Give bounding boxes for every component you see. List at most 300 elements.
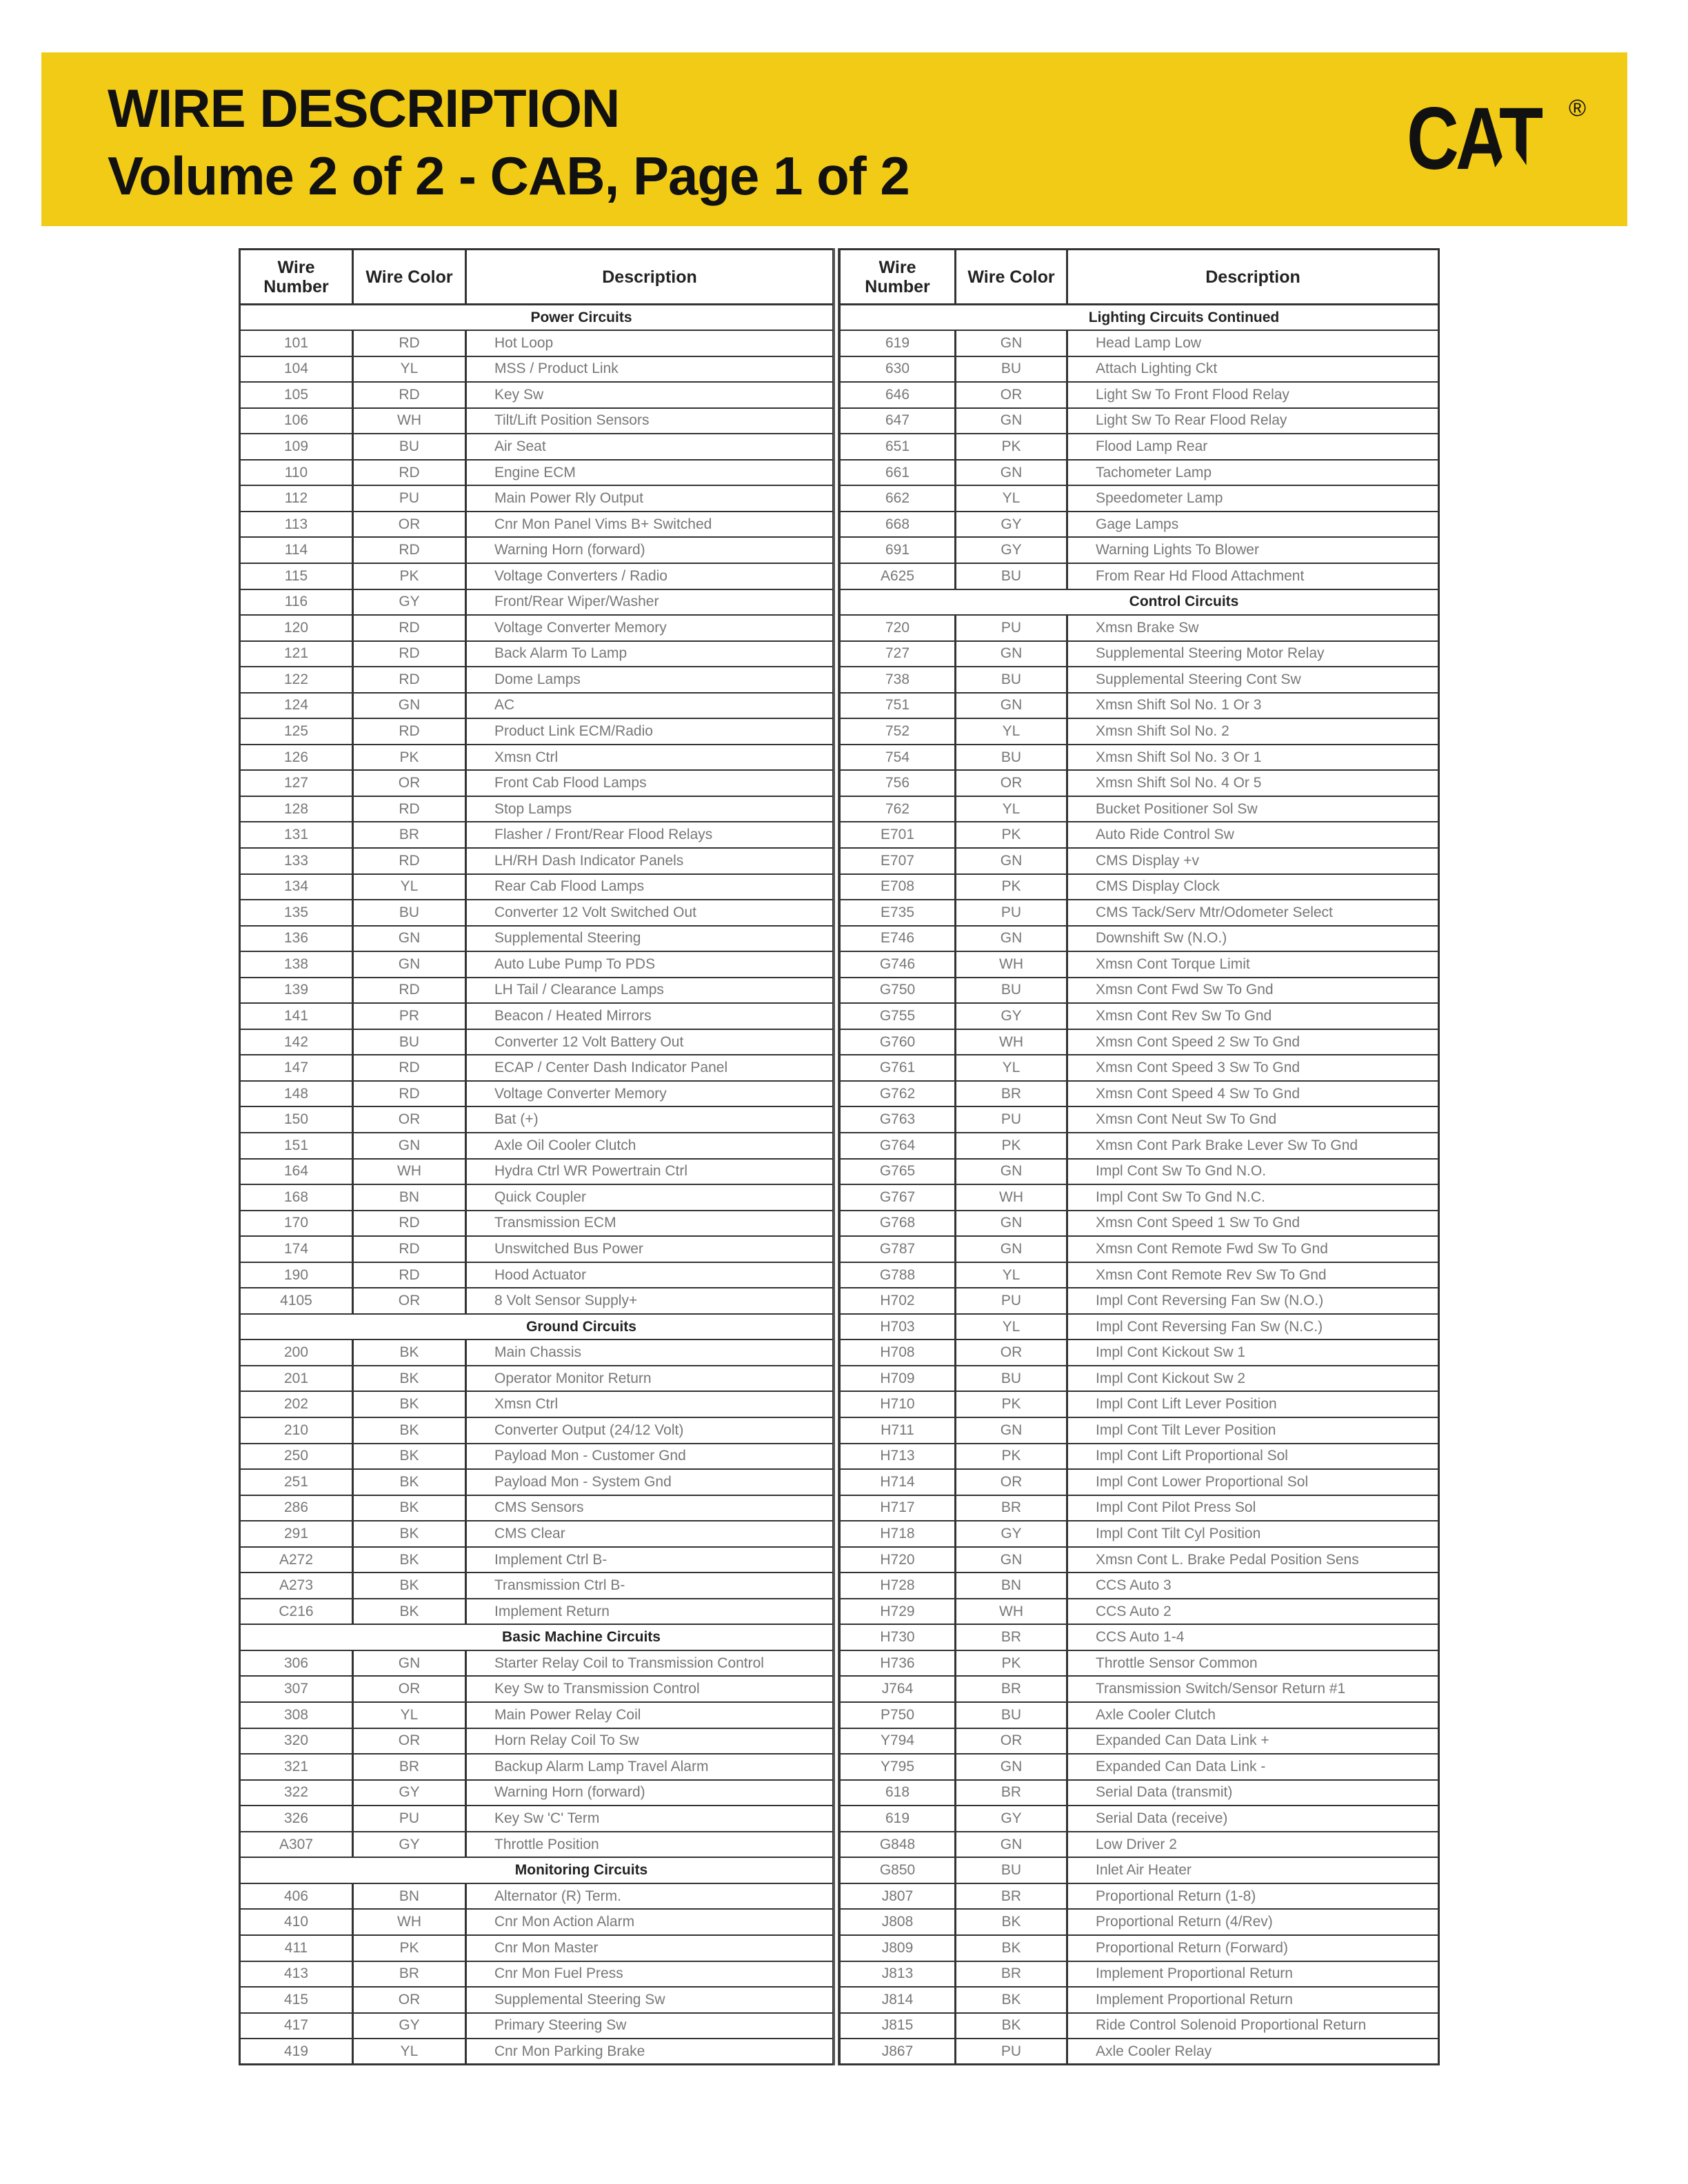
wire-description: Xmsn Cont Speed 2 Sw To Gnd bbox=[1067, 1029, 1439, 1055]
table-row bbox=[240, 615, 834, 641]
wire-description: MSS / Product Link bbox=[466, 356, 834, 383]
wire-description: Impl Cont Tilt Lever Position bbox=[1067, 1417, 1439, 1444]
wire-description: Auto Ride Control Sw bbox=[1067, 822, 1439, 848]
wire-color: BU bbox=[956, 563, 1067, 589]
table-row bbox=[840, 1832, 1439, 1858]
table-row bbox=[240, 589, 834, 616]
wire-color: GN bbox=[956, 1417, 1067, 1444]
wire-color: BU bbox=[956, 1857, 1067, 1883]
wire-number: H702 bbox=[840, 1288, 956, 1314]
wire-description: Light Sw To Front Flood Relay bbox=[1067, 382, 1439, 408]
wire-number: 4105 bbox=[240, 1288, 353, 1314]
wire-number: 112 bbox=[240, 485, 353, 512]
table-row bbox=[240, 512, 834, 538]
wire-color: YL bbox=[353, 874, 466, 900]
wire-description: Quick Coupler bbox=[466, 1184, 834, 1211]
wire-description: Dome Lamps bbox=[466, 667, 834, 693]
table-row bbox=[840, 1754, 1439, 1780]
wire-description: Bucket Positioner Sol Sw bbox=[1067, 796, 1439, 822]
wire-number: 754 bbox=[840, 745, 956, 771]
wire-description: CCS Auto 3 bbox=[1067, 1573, 1439, 1599]
table-row bbox=[240, 1211, 834, 1237]
wire-number: G762 bbox=[840, 1081, 956, 1107]
wire-number: 756 bbox=[840, 770, 956, 796]
wire-color: YL bbox=[956, 1055, 1067, 1081]
wire-description: Attach Lighting Ckt bbox=[1067, 356, 1439, 383]
table-header-row bbox=[240, 250, 834, 305]
table-row bbox=[840, 1184, 1439, 1211]
table-row bbox=[240, 822, 834, 848]
wire-description: Voltage Converter Memory bbox=[466, 1081, 834, 1107]
section-header-row bbox=[240, 1857, 834, 1883]
table-row bbox=[240, 434, 834, 460]
table-row bbox=[240, 1081, 834, 1107]
wire-color: GY bbox=[353, 1832, 466, 1858]
wire-number: 139 bbox=[240, 978, 353, 1004]
wire-number: A272 bbox=[240, 1547, 353, 1573]
table-row bbox=[840, 356, 1439, 383]
wire-number: 415 bbox=[240, 1987, 353, 2013]
wire-description: Front Cab Flood Lamps bbox=[466, 770, 834, 796]
wire-description: Xmsn Ctrl bbox=[466, 745, 834, 771]
wire-number: 147 bbox=[240, 1055, 353, 1081]
table-row bbox=[840, 1495, 1439, 1521]
wire-description: Xmsn Cont Speed 1 Sw To Gnd bbox=[1067, 1211, 1439, 1237]
wire-color: BR bbox=[956, 1676, 1067, 1702]
table-row bbox=[240, 1184, 834, 1211]
wire-color: GY bbox=[956, 512, 1067, 538]
wire-number: 120 bbox=[240, 615, 353, 641]
wire-color: YL bbox=[956, 1262, 1067, 1288]
wire-description: Flood Lamp Rear bbox=[1067, 434, 1439, 460]
wire-number: H729 bbox=[840, 1599, 956, 1625]
table-row bbox=[840, 330, 1439, 356]
wire-color: BK bbox=[353, 1339, 466, 1366]
wire-description: Flasher / Front/Rear Flood Relays bbox=[466, 822, 834, 848]
table-row bbox=[240, 1339, 834, 1366]
wire-number: G755 bbox=[840, 1003, 956, 1029]
table-row bbox=[840, 1366, 1439, 1392]
table-row bbox=[840, 848, 1439, 874]
table-row bbox=[240, 1832, 834, 1858]
wire-description: Expanded Can Data Link + bbox=[1067, 1728, 1439, 1755]
table-row bbox=[240, 848, 834, 874]
wire-number: A625 bbox=[840, 563, 956, 589]
wire-number: E701 bbox=[840, 822, 956, 848]
wire-number: H718 bbox=[840, 1521, 956, 1547]
table-row bbox=[840, 485, 1439, 512]
wire-color: BR bbox=[353, 822, 466, 848]
wire-color: BR bbox=[956, 1883, 1067, 1910]
wire-description: Impl Cont Reversing Fan Sw (N.C.) bbox=[1067, 1314, 1439, 1340]
wire-number: H736 bbox=[840, 1650, 956, 1677]
wire-number: 286 bbox=[240, 1495, 353, 1521]
wire-color: GN bbox=[956, 408, 1067, 434]
wire-number: H708 bbox=[840, 1339, 956, 1366]
section-header-row bbox=[840, 305, 1439, 331]
wire-color: PK bbox=[956, 1133, 1067, 1159]
wire-description: Axle Cooler Clutch bbox=[1067, 1702, 1439, 1728]
wire-number: 133 bbox=[240, 848, 353, 874]
wire-color: BU bbox=[353, 900, 466, 926]
wire-color: PR bbox=[353, 1003, 466, 1029]
wire-description: Backup Alarm Lamp Travel Alarm bbox=[466, 1754, 834, 1780]
wire-number: 124 bbox=[240, 693, 353, 719]
wire-color: BU bbox=[353, 1029, 466, 1055]
wire-color: WH bbox=[353, 408, 466, 434]
table-row bbox=[840, 1314, 1439, 1340]
table-row bbox=[840, 1728, 1439, 1755]
wire-color: WH bbox=[956, 1029, 1067, 1055]
wire-color: BN bbox=[956, 1573, 1067, 1599]
wire-color: BK bbox=[353, 1573, 466, 1599]
wire-description: Beacon / Heated Mirrors bbox=[466, 1003, 834, 1029]
table-row bbox=[840, 512, 1439, 538]
section-header-row bbox=[240, 1624, 834, 1650]
wire-color: GY bbox=[956, 537, 1067, 563]
wire-color: BR bbox=[956, 1624, 1067, 1650]
wire-description: Head Lamp Low bbox=[1067, 330, 1439, 356]
wire-number: 326 bbox=[240, 1806, 353, 1832]
table-row bbox=[840, 1339, 1439, 1366]
table-row bbox=[840, 667, 1439, 693]
wire-description: Implement Return bbox=[466, 1599, 834, 1625]
wire-number: 142 bbox=[240, 1029, 353, 1055]
wire-color: RD bbox=[353, 848, 466, 874]
wire-description: Impl Cont Sw To Gnd N.O. bbox=[1067, 1159, 1439, 1185]
table-row bbox=[240, 1444, 834, 1470]
table-row bbox=[840, 1288, 1439, 1314]
wire-color: GN bbox=[956, 330, 1067, 356]
wire-number: 751 bbox=[840, 693, 956, 719]
wire-color: GN bbox=[956, 1159, 1067, 1185]
table-row bbox=[240, 1935, 834, 1961]
wire-description: Supplemental Steering Cont Sw bbox=[1067, 667, 1439, 693]
table-row bbox=[840, 1521, 1439, 1547]
table-row bbox=[240, 460, 834, 486]
wire-number: 306 bbox=[240, 1650, 353, 1677]
wire-number: 411 bbox=[240, 1935, 353, 1961]
wire-description: Inlet Air Heater bbox=[1067, 1857, 1439, 1883]
wire-color: GN bbox=[956, 1211, 1067, 1237]
wire-number: 150 bbox=[240, 1106, 353, 1133]
wire-description: Bat (+) bbox=[466, 1106, 834, 1133]
wire-number: 104 bbox=[240, 356, 353, 383]
wire-number: C216 bbox=[240, 1599, 353, 1625]
wire-color: RD bbox=[353, 1211, 466, 1237]
wire-number: 320 bbox=[240, 1728, 353, 1755]
col-wire-color: Wire Color bbox=[353, 250, 466, 305]
wire-color: BK bbox=[353, 1495, 466, 1521]
wire-number: 202 bbox=[240, 1391, 353, 1417]
wire-description: Tachometer Lamp bbox=[1067, 460, 1439, 486]
wire-number: 135 bbox=[240, 900, 353, 926]
table-row bbox=[840, 1806, 1439, 1832]
wire-color: RD bbox=[353, 382, 466, 408]
wire-number: 138 bbox=[240, 951, 353, 978]
wire-description: Warning Lights To Blower bbox=[1067, 537, 1439, 563]
table-row bbox=[840, 2013, 1439, 2039]
wire-color: OR bbox=[353, 1987, 466, 2013]
wire-description: Tilt/Lift Position Sensors bbox=[466, 408, 834, 434]
table-row bbox=[840, 1417, 1439, 1444]
wire-color: BU bbox=[956, 356, 1067, 383]
wire-color: GN bbox=[353, 926, 466, 952]
wire-number: G746 bbox=[840, 951, 956, 978]
wire-description: Hydra Ctrl WR Powertrain Ctrl bbox=[466, 1159, 834, 1185]
wire-color: PK bbox=[956, 1444, 1067, 1470]
table-row bbox=[240, 1133, 834, 1159]
wire-description: Xmsn Shift Sol No. 4 Or 5 bbox=[1067, 770, 1439, 796]
wire-number: P750 bbox=[840, 1702, 956, 1728]
table-row bbox=[240, 537, 834, 563]
page-title: WIRE DESCRIPTION bbox=[108, 78, 620, 139]
wire-description: Xmsn Cont Remote Rev Sw To Gnd bbox=[1067, 1262, 1439, 1288]
wire-number: 174 bbox=[240, 1236, 353, 1262]
wire-description: Horn Relay Coil To Sw bbox=[466, 1728, 834, 1755]
wire-color: RD bbox=[353, 1081, 466, 1107]
wire-number: G765 bbox=[840, 1159, 956, 1185]
wire-number: J814 bbox=[840, 1987, 956, 2013]
table-row bbox=[840, 718, 1439, 745]
wire-description: Payload Mon - System Gnd bbox=[466, 1469, 834, 1495]
wire-number: 668 bbox=[840, 512, 956, 538]
table-row bbox=[240, 667, 834, 693]
table-row bbox=[840, 1857, 1439, 1883]
table-row bbox=[840, 1909, 1439, 1935]
wire-color: GY bbox=[956, 1003, 1067, 1029]
wire-color: GY bbox=[353, 589, 466, 616]
wire-number: 136 bbox=[240, 926, 353, 952]
table-row bbox=[840, 1599, 1439, 1625]
wire-number: 251 bbox=[240, 1469, 353, 1495]
wire-color: GN bbox=[956, 1754, 1067, 1780]
wire-description: Supplemental Steering Motor Relay bbox=[1067, 641, 1439, 667]
wire-description: Warning Horn (forward) bbox=[466, 537, 834, 563]
col-description: Description bbox=[466, 250, 834, 305]
wire-description: Impl Cont Pilot Press Sol bbox=[1067, 1495, 1439, 1521]
table-row bbox=[240, 718, 834, 745]
wire-description: Starter Relay Coil to Transmission Control bbox=[466, 1650, 834, 1677]
table-row bbox=[840, 1444, 1439, 1470]
section-title: Control Circuits bbox=[840, 589, 1439, 616]
table-row bbox=[240, 796, 834, 822]
wire-color: RD bbox=[353, 667, 466, 693]
table-row bbox=[240, 2039, 834, 2065]
wire-color: RD bbox=[353, 537, 466, 563]
wire-number: 170 bbox=[240, 1211, 353, 1237]
page-subtitle: Volume 2 of 2 - CAB, Page 1 of 2 bbox=[108, 145, 910, 206]
wire-description: AC bbox=[466, 693, 834, 719]
table-row bbox=[840, 1961, 1439, 1988]
wire-description: Xmsn Cont Remote Fwd Sw To Gnd bbox=[1067, 1236, 1439, 1262]
wire-color: PK bbox=[956, 1650, 1067, 1677]
table-row bbox=[840, 1211, 1439, 1237]
wire-color: PU bbox=[956, 615, 1067, 641]
table-row bbox=[240, 408, 834, 434]
wire-description: Key Sw 'C' Term bbox=[466, 1806, 834, 1832]
col-description: Description bbox=[1067, 250, 1439, 305]
wire-number: H714 bbox=[840, 1469, 956, 1495]
wire-description: Xmsn Cont Neut Sw To Gnd bbox=[1067, 1106, 1439, 1133]
wire-color: BU bbox=[956, 1366, 1067, 1392]
wire-color: GN bbox=[956, 848, 1067, 874]
wire-color: BR bbox=[353, 1961, 466, 1988]
table-row bbox=[840, 1780, 1439, 1806]
wire-color: RD bbox=[353, 1236, 466, 1262]
wire-number: G764 bbox=[840, 1133, 956, 1159]
table-row bbox=[840, 1262, 1439, 1288]
wire-color: RD bbox=[353, 615, 466, 641]
wire-number: 308 bbox=[240, 1702, 353, 1728]
wire-description: Light Sw To Rear Flood Relay bbox=[1067, 408, 1439, 434]
wire-description: Impl Cont Lift Proportional Sol bbox=[1067, 1444, 1439, 1470]
wire-description: LH Tail / Clearance Lamps bbox=[466, 978, 834, 1004]
table-row bbox=[840, 1081, 1439, 1107]
table-row bbox=[240, 1754, 834, 1780]
table-row bbox=[240, 1521, 834, 1547]
wire-description: Transmission Switch/Sensor Return #1 bbox=[1067, 1676, 1439, 1702]
table-row bbox=[240, 900, 834, 926]
wire-number: 720 bbox=[840, 615, 956, 641]
wire-description: Throttle Position bbox=[466, 1832, 834, 1858]
wire-color: GY bbox=[956, 1806, 1067, 1832]
logo-text: CAT bbox=[1407, 90, 1540, 188]
table-row bbox=[240, 1728, 834, 1755]
wire-number: 126 bbox=[240, 745, 353, 771]
wire-description: Xmsn Cont Fwd Sw To Gnd bbox=[1067, 978, 1439, 1004]
wire-color: BR bbox=[956, 1961, 1067, 1988]
wire-color: PU bbox=[956, 1288, 1067, 1314]
wire-color: BK bbox=[353, 1366, 466, 1392]
wire-description: Impl Cont Lift Lever Position bbox=[1067, 1391, 1439, 1417]
wire-number: 109 bbox=[240, 434, 353, 460]
wire-description: Gage Lamps bbox=[1067, 512, 1439, 538]
wire-number: 413 bbox=[240, 1961, 353, 1988]
wire-number: 106 bbox=[240, 408, 353, 434]
wire-number: 164 bbox=[240, 1159, 353, 1185]
wire-description: Impl Cont Tilt Cyl Position bbox=[1067, 1521, 1439, 1547]
wire-description: ECAP / Center Dash Indicator Panel bbox=[466, 1055, 834, 1081]
wire-description: Converter 12 Volt Battery Out bbox=[466, 1029, 834, 1055]
wire-color: GN bbox=[353, 951, 466, 978]
section-title: Monitoring Circuits bbox=[240, 1857, 834, 1883]
wire-number: H720 bbox=[840, 1547, 956, 1573]
wire-color: BU bbox=[956, 1702, 1067, 1728]
wire-number: 619 bbox=[840, 1806, 956, 1832]
wire-number: 651 bbox=[840, 434, 956, 460]
table-row bbox=[240, 1987, 834, 2013]
table-row bbox=[840, 1106, 1439, 1133]
wire-number: H717 bbox=[840, 1495, 956, 1521]
table-row bbox=[240, 1469, 834, 1495]
table-row bbox=[240, 745, 834, 771]
wire-number: E746 bbox=[840, 926, 956, 952]
table-row bbox=[840, 408, 1439, 434]
wire-number: 101 bbox=[240, 330, 353, 356]
wire-number: 406 bbox=[240, 1883, 353, 1910]
wire-number: J808 bbox=[840, 1909, 956, 1935]
wire-color: OR bbox=[956, 1339, 1067, 1366]
table-row bbox=[240, 1055, 834, 1081]
wire-description: Implement Ctrl B- bbox=[466, 1547, 834, 1573]
table-row bbox=[240, 1003, 834, 1029]
wire-number: J867 bbox=[840, 2039, 956, 2065]
wire-description: Engine ECM bbox=[466, 460, 834, 486]
table-row bbox=[240, 1159, 834, 1185]
section-header-row bbox=[240, 305, 834, 331]
wire-number: A307 bbox=[240, 1832, 353, 1858]
wire-number: 134 bbox=[240, 874, 353, 900]
table-row bbox=[840, 1236, 1439, 1262]
wire-description: CMS Display Clock bbox=[1067, 874, 1439, 900]
wire-number: 148 bbox=[240, 1081, 353, 1107]
wire-number: J809 bbox=[840, 1935, 956, 1961]
wire-number: 250 bbox=[240, 1444, 353, 1470]
table-row bbox=[840, 2039, 1439, 2065]
wire-color: PK bbox=[956, 1391, 1067, 1417]
wire-number: G760 bbox=[840, 1029, 956, 1055]
wire-color: PU bbox=[353, 1806, 466, 1832]
wire-number: 738 bbox=[840, 667, 956, 693]
wire-color: PU bbox=[956, 900, 1067, 926]
table-row bbox=[840, 900, 1439, 926]
table-header-row bbox=[840, 250, 1439, 305]
wire-color: OR bbox=[956, 770, 1067, 796]
table-row bbox=[240, 330, 834, 356]
table-row bbox=[840, 382, 1439, 408]
wire-color: BU bbox=[956, 667, 1067, 693]
wire-description: Voltage Converter Memory bbox=[466, 615, 834, 641]
wire-color: GN bbox=[956, 1236, 1067, 1262]
wire-description: Key Sw bbox=[466, 382, 834, 408]
table-row bbox=[840, 1676, 1439, 1702]
wire-number: 727 bbox=[840, 641, 956, 667]
wire-number: G788 bbox=[840, 1262, 956, 1288]
wire-color: BK bbox=[353, 1391, 466, 1417]
wire-number: 110 bbox=[240, 460, 353, 486]
wire-number: 141 bbox=[240, 1003, 353, 1029]
wire-table-right bbox=[838, 248, 1440, 2065]
table-row bbox=[240, 770, 834, 796]
wire-description: CCS Auto 1-4 bbox=[1067, 1624, 1439, 1650]
wire-description: Rear Cab Flood Lamps bbox=[466, 874, 834, 900]
section-title: Power Circuits bbox=[240, 305, 834, 331]
wire-description: Primary Steering Sw bbox=[466, 2013, 834, 2039]
wire-color: YL bbox=[353, 1702, 466, 1728]
wire-color: BK bbox=[353, 1521, 466, 1547]
section-title: Lighting Circuits Continued bbox=[840, 305, 1439, 331]
table-row bbox=[840, 641, 1439, 667]
wire-number: G768 bbox=[840, 1211, 956, 1237]
wire-description: Supplemental Steering Sw bbox=[466, 1987, 834, 2013]
wire-number: 691 bbox=[840, 537, 956, 563]
wire-number: 113 bbox=[240, 512, 353, 538]
wire-color: YL bbox=[353, 2039, 466, 2065]
wire-description: Payload Mon - Customer Gnd bbox=[466, 1444, 834, 1470]
wire-color: WH bbox=[956, 1599, 1067, 1625]
table-row bbox=[240, 1288, 834, 1314]
wire-color: OR bbox=[353, 1106, 466, 1133]
table-row bbox=[840, 693, 1439, 719]
wire-color: GN bbox=[956, 1547, 1067, 1573]
wire-description: CMS Tack/Serv Mtr/Odometer Select bbox=[1067, 900, 1439, 926]
wire-description: Cnr Mon Panel Vims B+ Switched bbox=[466, 512, 834, 538]
wire-color: PK bbox=[353, 563, 466, 589]
wire-description: Transmission ECM bbox=[466, 1211, 834, 1237]
wire-number: G750 bbox=[840, 978, 956, 1004]
table-row bbox=[840, 1159, 1439, 1185]
